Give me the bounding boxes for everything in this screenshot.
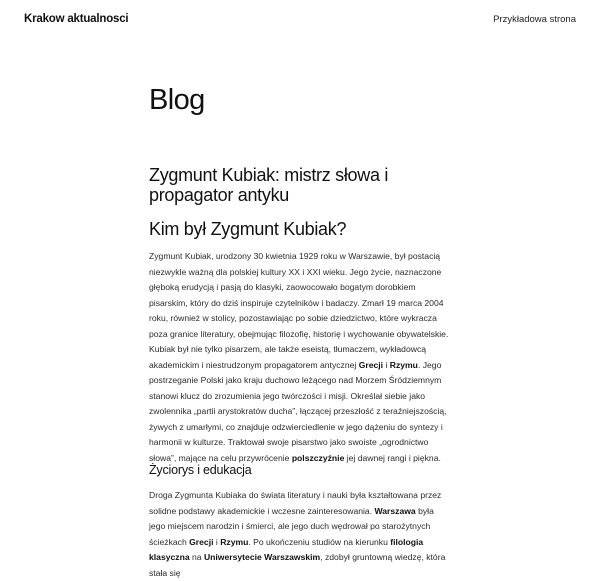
- section-heading-who-was: Kim był Zygmunt Kubiak?: [149, 219, 347, 239]
- post-paragraph-bio: [149, 249, 449, 466]
- text-run: . Po ukończeniu studiów na kierunku: [248, 536, 391, 547]
- text-run: . Jego postrzeganie Polski jako kraju duchowo leżącego nad Morzem Śródziemnym stanowi klucz do zrozumienia jego twórczości i misji. Określał siebie jako zwolennika „partii arystokratów ducha”, łączącej przeszłość z teraźniejszością, żywych z umarłymi, co znajduje odzwierciedlenie w jego dążeniu do syntezy i harmonii w kulturze. Traktował swoje pisarstwo jako swoiste „ogrodnictwo słowa”, mające na celu przywrócenie: [149, 359, 447, 463]
- nav-link-sample-page[interactable]: Przykładowa strona: [493, 14, 576, 25]
- section-heading-biography: Życiorys i edukacja: [149, 463, 252, 477]
- bold-term-philology: filologia klasyczna: [149, 536, 424, 562]
- text-run: na: [189, 552, 204, 562]
- bold-term-greece: Grecji: [189, 536, 214, 547]
- post-paragraph-education: [149, 488, 449, 581]
- site-title-link[interactable]: Krakow aktualnosci: [24, 13, 129, 25]
- bold-term-rome: Rzymu: [220, 536, 249, 547]
- bold-term-greece: Grecji: [358, 359, 384, 370]
- text-run: Zygmunt Kubiak, urodzony 30 kwietnia 1929 roku w Warszawie, był postacią niezwykle ważną dla polskiej kultury XX i XXI wieku. Jego życie, naznaczone głęboką erudycją i pasją do klasyki, zaowocowało bogatym dorobkiem pisarskim, który do dziś inspiruje czytelników i badaczy. Zmarł 19 marca 2004 roku, również w stolicy, pozostawiając po sobie dziedzictwo, które wykracza poza granice literatury, obejmując filozofię, historię i wychowanie obywatelskie. Kubiak był nie tylko pisarzem, ale także eseistą, tłumaczem, wykładowcą akademickim i niestrudzonym propagatorem antycznej: [149, 251, 449, 370]
- page-title: Blog: [149, 84, 205, 116]
- text-run: i: [213, 536, 221, 547]
- text-run: była jego miejscem narodzin i śmierci, ale jego duch wędrował po starożytnych ścieżkach: [149, 505, 434, 547]
- bold-term-rome: Rzymu: [389, 359, 418, 370]
- text-run: i: [383, 359, 390, 370]
- site-header: [0, 0, 600, 40]
- bold-term-university: Uniwersytecie Warszawskim: [203, 552, 321, 562]
- bold-term-warsaw: Warszawa: [374, 505, 416, 516]
- text-run: jej dawnej rangi i piękna.: [344, 452, 441, 463]
- text-run: , zdobył gruntowną wiedzę, która stała się: [149, 552, 446, 578]
- text-run: Droga Zygmunta Kubiaka do świata literatury i nauki była kształtowana przez solidne podstawy akademickie i wczesne zainteresowania.: [149, 490, 442, 516]
- bold-term-polish: polszczyźnie: [291, 452, 345, 463]
- post-title-link[interactable]: Zygmunt Kubiak: mistrz słowa i propagator antyku: [149, 165, 389, 205]
